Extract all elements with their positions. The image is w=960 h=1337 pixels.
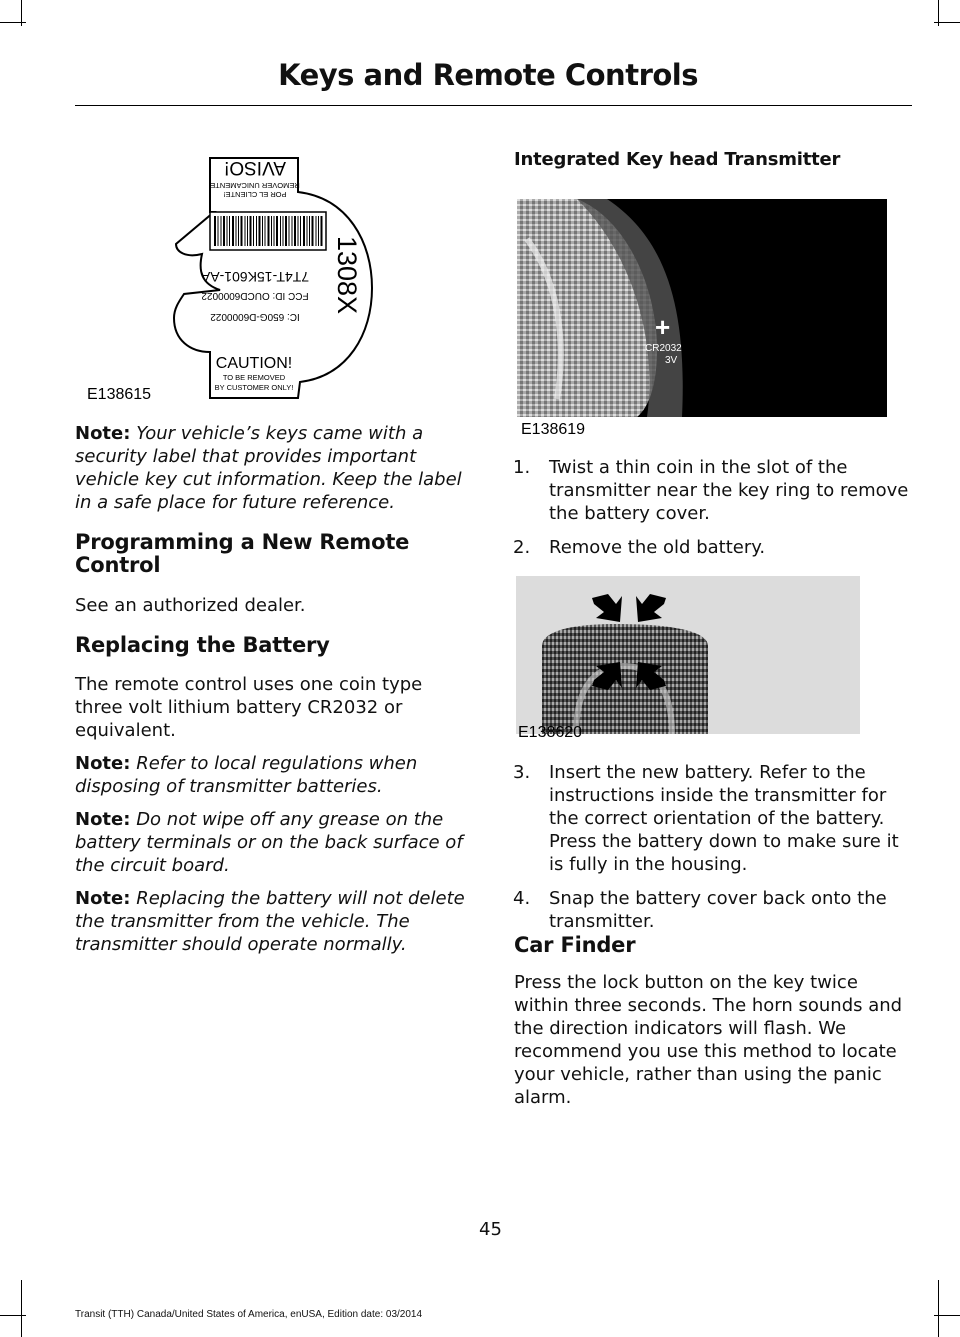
- heading-car-finder: Car Finder: [514, 933, 636, 957]
- battery-removal-figure: [516, 576, 860, 734]
- barcode-bar: [285, 216, 287, 246]
- battery-plus-symbol: +: [655, 312, 671, 342]
- battery-type-text: CR2032: [645, 343, 682, 354]
- barcode-bar: [289, 216, 290, 246]
- barcode-bar: [312, 216, 314, 246]
- barcode-bar: [316, 216, 317, 246]
- barcode-bar: [232, 216, 234, 246]
- crop-mark-top-right-h: [934, 22, 960, 23]
- car-finder-text: Press the lock button on the key twice within three seconds. The horn sounds and the direction indicators will flash. We recommend you use this method to locate your vehicle, rather than using the panic alarm.: [514, 972, 903, 1108]
- aviso-title: AVISO!: [224, 157, 286, 178]
- battery-text: The remote control uses one coin type three volt lithium battery CR2032 or equivalent.: [75, 674, 423, 741]
- barcode-bar: [245, 216, 246, 246]
- barcode-bar: [214, 216, 216, 246]
- barcode-bar: [218, 216, 219, 246]
- figure-code-battery-removal: E138620: [518, 724, 583, 741]
- barcode-bar: [250, 216, 252, 246]
- arrow-down-left-icon: [636, 594, 666, 622]
- battery-steps-list-a: [513, 456, 913, 559]
- key-code: 1308X: [332, 235, 362, 315]
- battery-removal-illustration: [516, 576, 860, 734]
- id-text-block: [200, 269, 309, 322]
- note-keys-label: [75, 422, 475, 514]
- arrow-down-right-icon: [592, 594, 622, 622]
- barcode-bar: [276, 216, 278, 246]
- note-disposal: [75, 752, 475, 798]
- barcode-bar: [247, 216, 248, 246]
- barcode-bar: [321, 216, 323, 246]
- note-label: Note:: [75, 423, 131, 444]
- crop-mark-bottom-left-h: [0, 1315, 26, 1316]
- note-grease: [75, 808, 475, 877]
- page-number: 45: [479, 1219, 502, 1240]
- note-text: Your vehicle’s keys came with a security label that provides important vehicle key cut information. Keep the label in a safe place for future reference.: [75, 423, 462, 513]
- barcode-bar: [227, 216, 228, 246]
- step-item: 2. Remove the old battery.: [513, 537, 766, 558]
- transmitter-figure: [517, 199, 887, 417]
- barcode-bar: [283, 216, 284, 246]
- crop-mark-bottom-right-h: [934, 1315, 960, 1316]
- figure-code-label: E138615: [87, 386, 152, 403]
- battery-steps-list-b: [513, 761, 913, 933]
- crop-mark-bottom-right: [938, 1280, 939, 1337]
- barcode-bar: [307, 216, 308, 246]
- heading-integrated-transmitter: Integrated Key head Transmitter: [514, 149, 841, 170]
- barcode-bar: [318, 216, 319, 246]
- caution-sub2: BY CUSTOMER ONLY!: [214, 383, 294, 392]
- barcode-bar: [300, 216, 301, 246]
- caution-title: CAUTION!: [215, 355, 293, 372]
- battery-voltage-text: 3V: [665, 355, 678, 366]
- note-text: Do not wipe off any grease on the battery terminals or on the back surface of the circuit board.: [75, 809, 463, 876]
- barcode-bar: [259, 216, 261, 246]
- barcode-bar: [221, 216, 222, 246]
- barcode-bar: [274, 216, 275, 246]
- note-text: Refer to local regulations when disposing of transmitter batteries.: [75, 753, 418, 797]
- aviso-sub2: POR EL CLIENTE!: [223, 190, 287, 199]
- heading-replacing-battery: Replacing the Battery: [75, 633, 330, 657]
- note-transmitter: [75, 887, 475, 956]
- barcode-bar: [262, 216, 263, 246]
- barcode-bar: [265, 216, 266, 246]
- security-label-illustration: [80, 140, 480, 410]
- transmitter-illustration: [517, 199, 887, 417]
- crop-mark-bottom-left: [21, 1280, 22, 1337]
- steps-1-2: [513, 456, 913, 559]
- barcode-bar: [298, 216, 299, 246]
- barcode-bar: [268, 216, 270, 246]
- header-divider: [75, 105, 912, 106]
- edition-footer: Transit (TTH) Canada/United States of America, enUSA, Edition date: 03/2014: [75, 1309, 423, 1320]
- barcode-bar: [229, 216, 230, 246]
- transmitter-body: [542, 624, 708, 734]
- note-text: Replacing the battery will not delete the transmitter from the vehicle. The transmitter should operate normally.: [75, 888, 465, 955]
- barcode-bar: [241, 216, 243, 246]
- barcode-bar: [280, 216, 281, 246]
- barcode: [210, 212, 326, 250]
- page-title: Keys and Remote Controls: [278, 58, 698, 92]
- fcc-id: FCC ID: OUCD6000022: [201, 290, 309, 301]
- barcode-bar: [223, 216, 225, 246]
- step-item: 4. Snap the battery cover back onto the transmitter.: [513, 888, 887, 932]
- step-item: 1. Twist a thin coin in the slot of the transmitter near the key ring to remove the battery cover.: [513, 457, 909, 524]
- note-label: Note:: [75, 753, 131, 774]
- note-label: Note:: [75, 888, 131, 909]
- crop-mark-top-left-h: [0, 22, 26, 23]
- barcode-bar: [309, 216, 310, 246]
- ic-number: IC: 650G-D6000022: [210, 311, 300, 322]
- steps-3-4: [513, 761, 913, 933]
- left-column-text: [75, 422, 475, 956]
- aviso-sub1: REMOVER UNICAMENTE: [210, 181, 300, 190]
- barcode-bar: [256, 216, 257, 246]
- part-number: 7T4T-15K601-AA: [200, 269, 310, 285]
- barcode-bar: [294, 216, 296, 246]
- barcode-bar: [253, 216, 254, 246]
- programming-text: See an authorized dealer.: [75, 595, 306, 616]
- security-label-figure: [80, 140, 480, 410]
- caution-sub1: TO BE REMOVED: [222, 373, 286, 382]
- heading-programming: Programming a New Remote Control: [75, 530, 410, 577]
- note-label: Note:: [75, 809, 131, 830]
- barcode-bar: [238, 216, 239, 246]
- barcode-bar: [292, 216, 293, 246]
- barcode-bar: [236, 216, 237, 246]
- barcode-bar: [303, 216, 305, 246]
- figure-code-transmitter: E138619: [521, 421, 586, 438]
- barcode-bar: [271, 216, 272, 246]
- step-item: 3. Insert the new battery. Refer to the instructions inside the transmitter for the correct orientation of the battery. Press the battery down to make sure it is fully in the housing.: [513, 762, 899, 875]
